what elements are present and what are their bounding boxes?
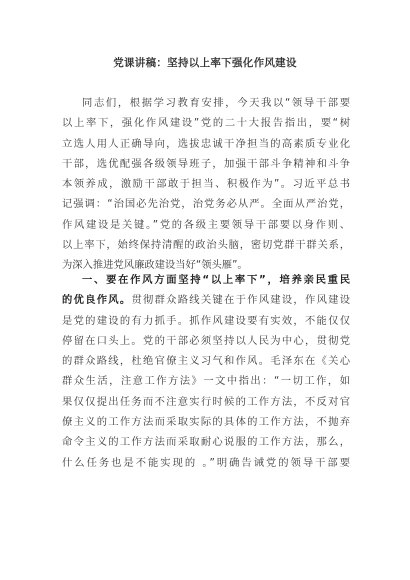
paragraph-line: 立选人用人正确导向，选拔忠诚干净担当的高素质专业化 <box>62 137 350 150</box>
paragraph-line: 作风建设是关键。”党的各级主要领导干部要以身作则、 <box>62 218 350 231</box>
section-heading-bold: 一、要在作风方面坚持“以上率下”，培养亲民重民 <box>82 274 350 286</box>
paragraph-line: 什么任务也是不能实现的 。”明确告诫党的领导干部要 <box>62 456 350 469</box>
paragraph-line: 停留在口头上。党的干部必须坚持以人民为中心，贯彻党 <box>62 334 350 347</box>
section-heading-line <box>62 270 350 290</box>
paragraph-line: 以上率下，始终保持清醒的政治头脑，密切党群干群关系， <box>62 239 350 252</box>
paragraph-line: 记强调：“治国必先治党，治党务必从严。全面从严治党， <box>62 198 350 211</box>
paragraph-line: 同志们，根据学习教育安排，今天我以“领导干部要 <box>82 97 350 109</box>
paragraph-line: 是党的建设的有力抓手。抓作风建设要有实效，不能仅仅 <box>62 314 350 327</box>
section-heading-line <box>62 290 350 310</box>
section-heading-bold: 的优良作风。 <box>62 294 132 307</box>
paragraph-section-one <box>62 270 350 473</box>
paragraph-line: 为深入推进党风廉政建设当好“领头雁”。 <box>62 259 248 272</box>
paragraph-line: 命令主义的工作方法而采取耐心说服的工作方法，那么， <box>62 436 350 449</box>
paragraph-line: 的群众路线，杜绝官僚主义习气和作风。毛泽东在《关心 <box>62 355 350 368</box>
paragraph-text: 贯彻群众路线关键在于作风建设，作风建设 <box>131 294 351 307</box>
paragraph-line: 果仅仅提出任务而不注意实行时候的工作方法，不反对官 <box>62 395 350 408</box>
paragraph-line: 僚主义的工作方法而采取实际的具体的工作方法，不抛弃 <box>62 416 350 429</box>
document-title: 党课讲稿：坚持以上率下强化作风建设 <box>113 57 297 69</box>
paragraph-line: 本领养成，激励干部敢于担当、积极作为”。习近平总书 <box>62 178 350 191</box>
paragraph-line: 以上率下，强化作风建设”党的二十大报告指出，要“树 <box>62 117 350 130</box>
paragraph-line: 干部，选优配强各级领导班子，加强干部斗争精神和斗争 <box>62 157 350 170</box>
paragraph-intro <box>62 93 350 276</box>
paragraph-line: 群众生活，注意工作方法》一文中指出：“一切工作，如 <box>62 375 350 388</box>
